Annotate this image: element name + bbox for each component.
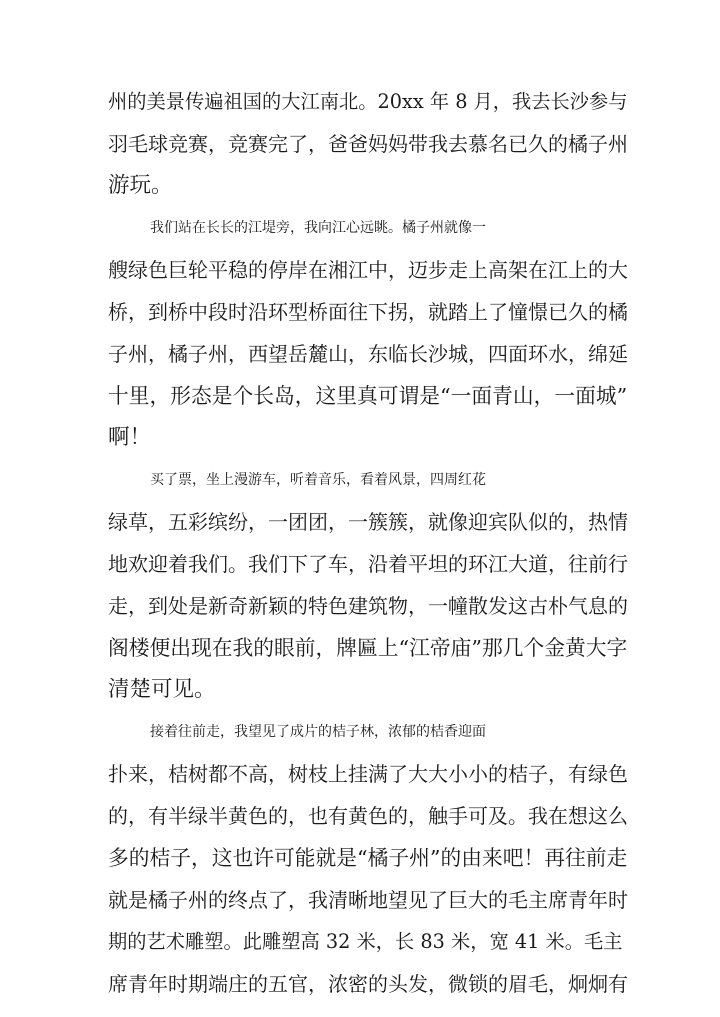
text-line: 多的桔子，这也许可能就是“橘子州”的由来吧！再往前走 (108, 846, 628, 870)
text-line: 艘绿色巨轮平稳的停岸在湘江中，迈步走上高架在江上的大 (108, 258, 628, 282)
text-line: 桥，到桥中段时沿环型桥面往下拐，就踏上了憧憬已久的橘 (108, 300, 628, 324)
text-line: 羽毛球竞赛，竞赛完了，爸爸妈妈带我去慕名已久的橘子州 (108, 132, 628, 156)
text-line: 啊！ (108, 425, 152, 450)
text-line: 阁楼便出现在我的眼前，牌匾上“江帝庙”那几个金黄大字 (108, 636, 628, 660)
text-line: 十里，形态是个长岛，这里真可谓是“一面青山，一面城” (108, 384, 628, 408)
text-line: 席青年时期端庄的五官，浓密的头发，微锁的眉毛，炯炯有 (108, 972, 628, 996)
text-line: 子州，橘子州，西望岳麓山，东临长沙城，四面环水，绵延 (108, 342, 628, 366)
text-line: 走，到处是新奇新颖的特色建筑物，一幢散发这古朴气息的 (108, 594, 628, 618)
text-line: 州的美景传遍祖国的大江南北。20xx 年 8 月，我去长沙参与 (108, 90, 628, 113)
text-line: 的，有半绿半黄色的，也有黄色的，触手可及。我在想这么 (108, 804, 628, 828)
text-line: 游玩。 (108, 173, 173, 198)
paragraph-first-line: 买了票，坐上漫游车，听着音乐，看着风景，四周红花 (150, 472, 486, 488)
paragraph-first-line: 接着往前走，我望见了成片的桔子林，浓郁的桔香迎面 (150, 724, 486, 740)
text-line: 地欢迎着我们。我们下了车，沿着平坦的环江大道，往前行 (108, 552, 628, 576)
text-line: 就是橘子州的终点了，我清晰地望见了巨大的毛主席青年时 (108, 888, 628, 912)
text-line: 扑来，桔树都不高，树枝上挂满了大大小小的桔子，有绿色 (108, 762, 628, 786)
text-line: 期的艺术雕塑。此雕塑高 32 米，长 83 米，宽 41 米。毛主 (108, 930, 623, 953)
paragraph-first-line: 我们站在长长的江堤旁，我向江心远眺。橘子州就像一 (150, 220, 486, 236)
text-line: 清楚可见。 (108, 677, 216, 702)
text-line: 绿草，五彩缤纷，一团团，一簇簇，就像迎宾队似的，热情 (108, 510, 628, 534)
